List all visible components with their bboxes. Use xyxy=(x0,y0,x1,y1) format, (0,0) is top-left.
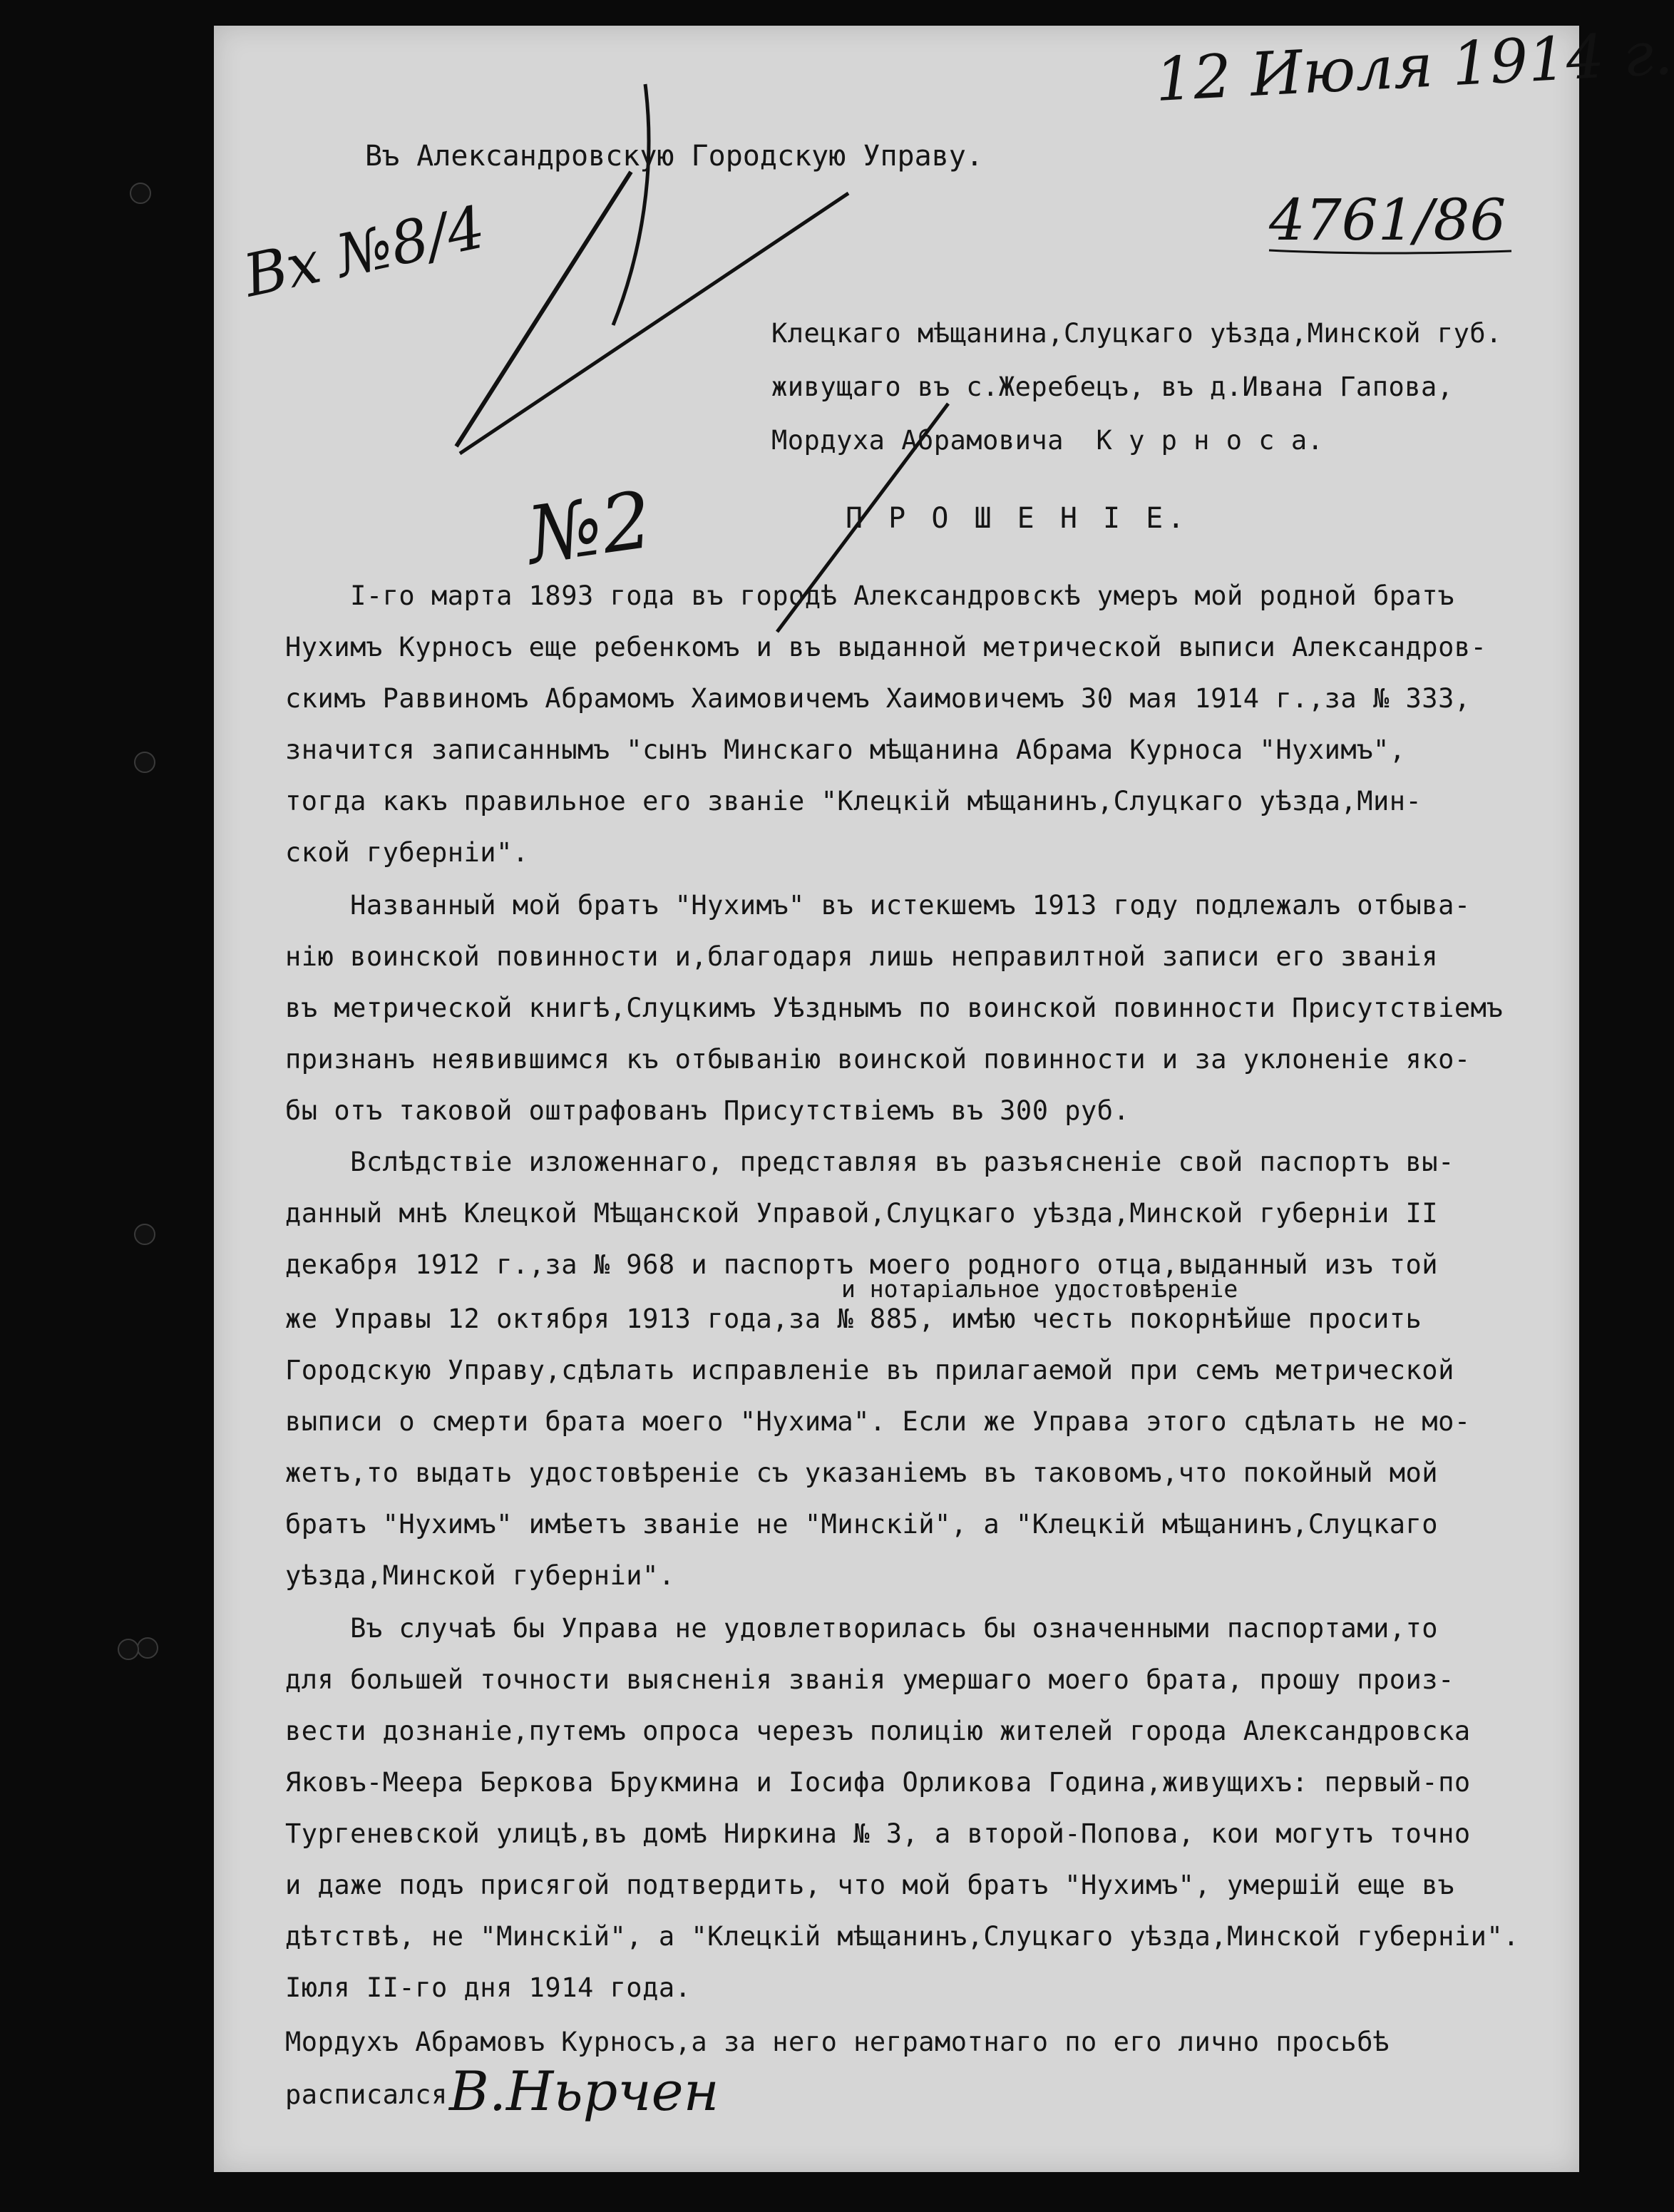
body-line: ской губерніи". xyxy=(285,837,529,868)
date-handwritten: 12 Июля 1914 г. xyxy=(1153,18,1674,115)
slash-stroke xyxy=(456,172,631,446)
body-line: Яковъ-Меера Беркова Брукмина и Іосифа Орликова Година,живущихъ: первый-по xyxy=(285,1767,1471,1798)
punch-hole xyxy=(137,1637,158,1659)
body-line: Городскую Управу,сдѣлать исправленіе въ прилагаемой при семъ метрической xyxy=(285,1355,1454,1386)
body-line: Нухимъ Курносъ еще ребенкомъ и въ выданной метрической выписи Александров- xyxy=(285,632,1487,662)
closing-line: расписался xyxy=(285,2079,448,2110)
sender-line: Мордуха Абрамовича К у р н о с а. xyxy=(771,425,1324,456)
body-line: данный мнѣ Клецкой Мѣщанской Управой,Слуцкаго уѣзда,Минской губерніи II xyxy=(285,1198,1439,1229)
slash-stroke xyxy=(613,84,649,325)
body-line: Вслѣдствіе изложеннаго, представляя въ разъясненіе свой паспортъ вы- xyxy=(285,1147,1454,1177)
body-line: же Управы 12 октября 1913 года,за № 885, имѣю честь покорнѣйше просить xyxy=(285,1304,1422,1334)
registration-number: 4761/86 xyxy=(1269,187,1506,253)
body-line: братъ "Нухимъ" имѣетъ званіе не "Минскій", а "Клецкій мѣщанинъ,Слуцкаго xyxy=(285,1509,1439,1540)
margin-number: №2 xyxy=(521,473,658,582)
body-line: значится записаннымъ "сынъ Минскаго мѣщанина Абрама Курноса "Нухимъ", xyxy=(285,734,1406,765)
body-line: дѣтствѣ, не "Минскій", а "Клецкій мѣщанинъ,Слуцкаго уѣзда,Минской губерніи". xyxy=(285,1921,1519,1952)
body-line: скимъ Раввиномъ Абрамомъ Хаимовичемъ Хаимовичемъ 30 мая 1914 г.,за № 333, xyxy=(285,683,1471,714)
interlinear-note: и нотаріальное удостовѣреніе xyxy=(841,1275,1238,1303)
body-line: въ метрической книгѣ,Слуцкимъ Уѣзднымъ по воинской повинности Присутствіемъ xyxy=(285,993,1504,1023)
sender-line: живущаго въ с.Жеребецъ, въ д.Ивана Гапова, xyxy=(771,372,1454,402)
punch-hole xyxy=(130,183,151,204)
body-line: жетъ,то выдать удостовѣреніе съ указаніемъ въ таковомъ,что покойный мой xyxy=(285,1458,1439,1488)
signature: В.Ньрчен xyxy=(449,2059,719,2123)
body-line: І-го марта 1893 года въ городѣ Александровскѣ умеръ мой родной братъ xyxy=(285,580,1454,611)
body-line: Въ случаѣ бы Управа не удовлетворилась бы означенными паспортами,то xyxy=(285,1613,1439,1644)
incoming-mark: Вх №8/4 xyxy=(237,193,491,311)
body-line: тогда какъ правильное его званіе "Клецкій мѣщанинъ,Слуцкаго уѣзда,Мин- xyxy=(285,786,1422,816)
body-line: для большей точности выясненія званія умершаго моего брата, прошу произ- xyxy=(285,1664,1454,1695)
body-line: Тургеневской улицѣ,въ домѣ Ниркина № 3, а второй-Попова, кои могутъ точно xyxy=(285,1818,1471,1849)
punch-hole xyxy=(134,752,155,773)
body-line: и даже подъ присягой подтвердить, что мой братъ "Нухимъ", умершій еще въ xyxy=(285,1870,1454,1900)
body-line: уѣзда,Минской губерніи". xyxy=(285,1560,675,1591)
body-line: вести дознаніе,путемъ опроса черезъ полицію жителей города Александровска xyxy=(285,1716,1471,1746)
punch-hole xyxy=(134,1224,155,1245)
sender-line: Клецкаго мѣщанина,Слуцкаго уѣзда,Минской губ. xyxy=(771,318,1502,349)
body-line: выписи о смерти брата моего "Нухима". Если же Управа этого сдѣлать не мо- xyxy=(285,1406,1471,1437)
body-line: Іюля II-го дня 1914 года. xyxy=(285,1972,692,2003)
body-line: нію воинской повинности и,благодаря лишь неправилтной записи его званія xyxy=(285,941,1439,972)
body-line: бы отъ таковой оштрафованъ Присутствіемъ въ 300 руб. xyxy=(285,1095,1130,1126)
body-line: признанъ неявившимся къ отбыванію воинской повинности и за уклоненіе яко- xyxy=(285,1044,1471,1075)
document-heading: П Р О Ш Е Н І Е. xyxy=(846,502,1189,535)
body-line: Названный мой братъ "Нухимъ" въ истекшемъ 1913 году подлежалъ отбыва- xyxy=(285,890,1471,921)
body-line: декабря 1912 г.,за № 968 и паспортъ моего родного отца,выданный изъ той xyxy=(285,1249,1439,1280)
punch-hole xyxy=(118,1639,139,1660)
document-sheet xyxy=(214,18,1674,2172)
closing-line: Мордухъ Абрамовъ Курносъ,а за него неграмотнаго по его лично просьбѣ xyxy=(285,2027,1390,2057)
addressee: Въ Александровскую Городскую Управу. xyxy=(365,140,983,173)
